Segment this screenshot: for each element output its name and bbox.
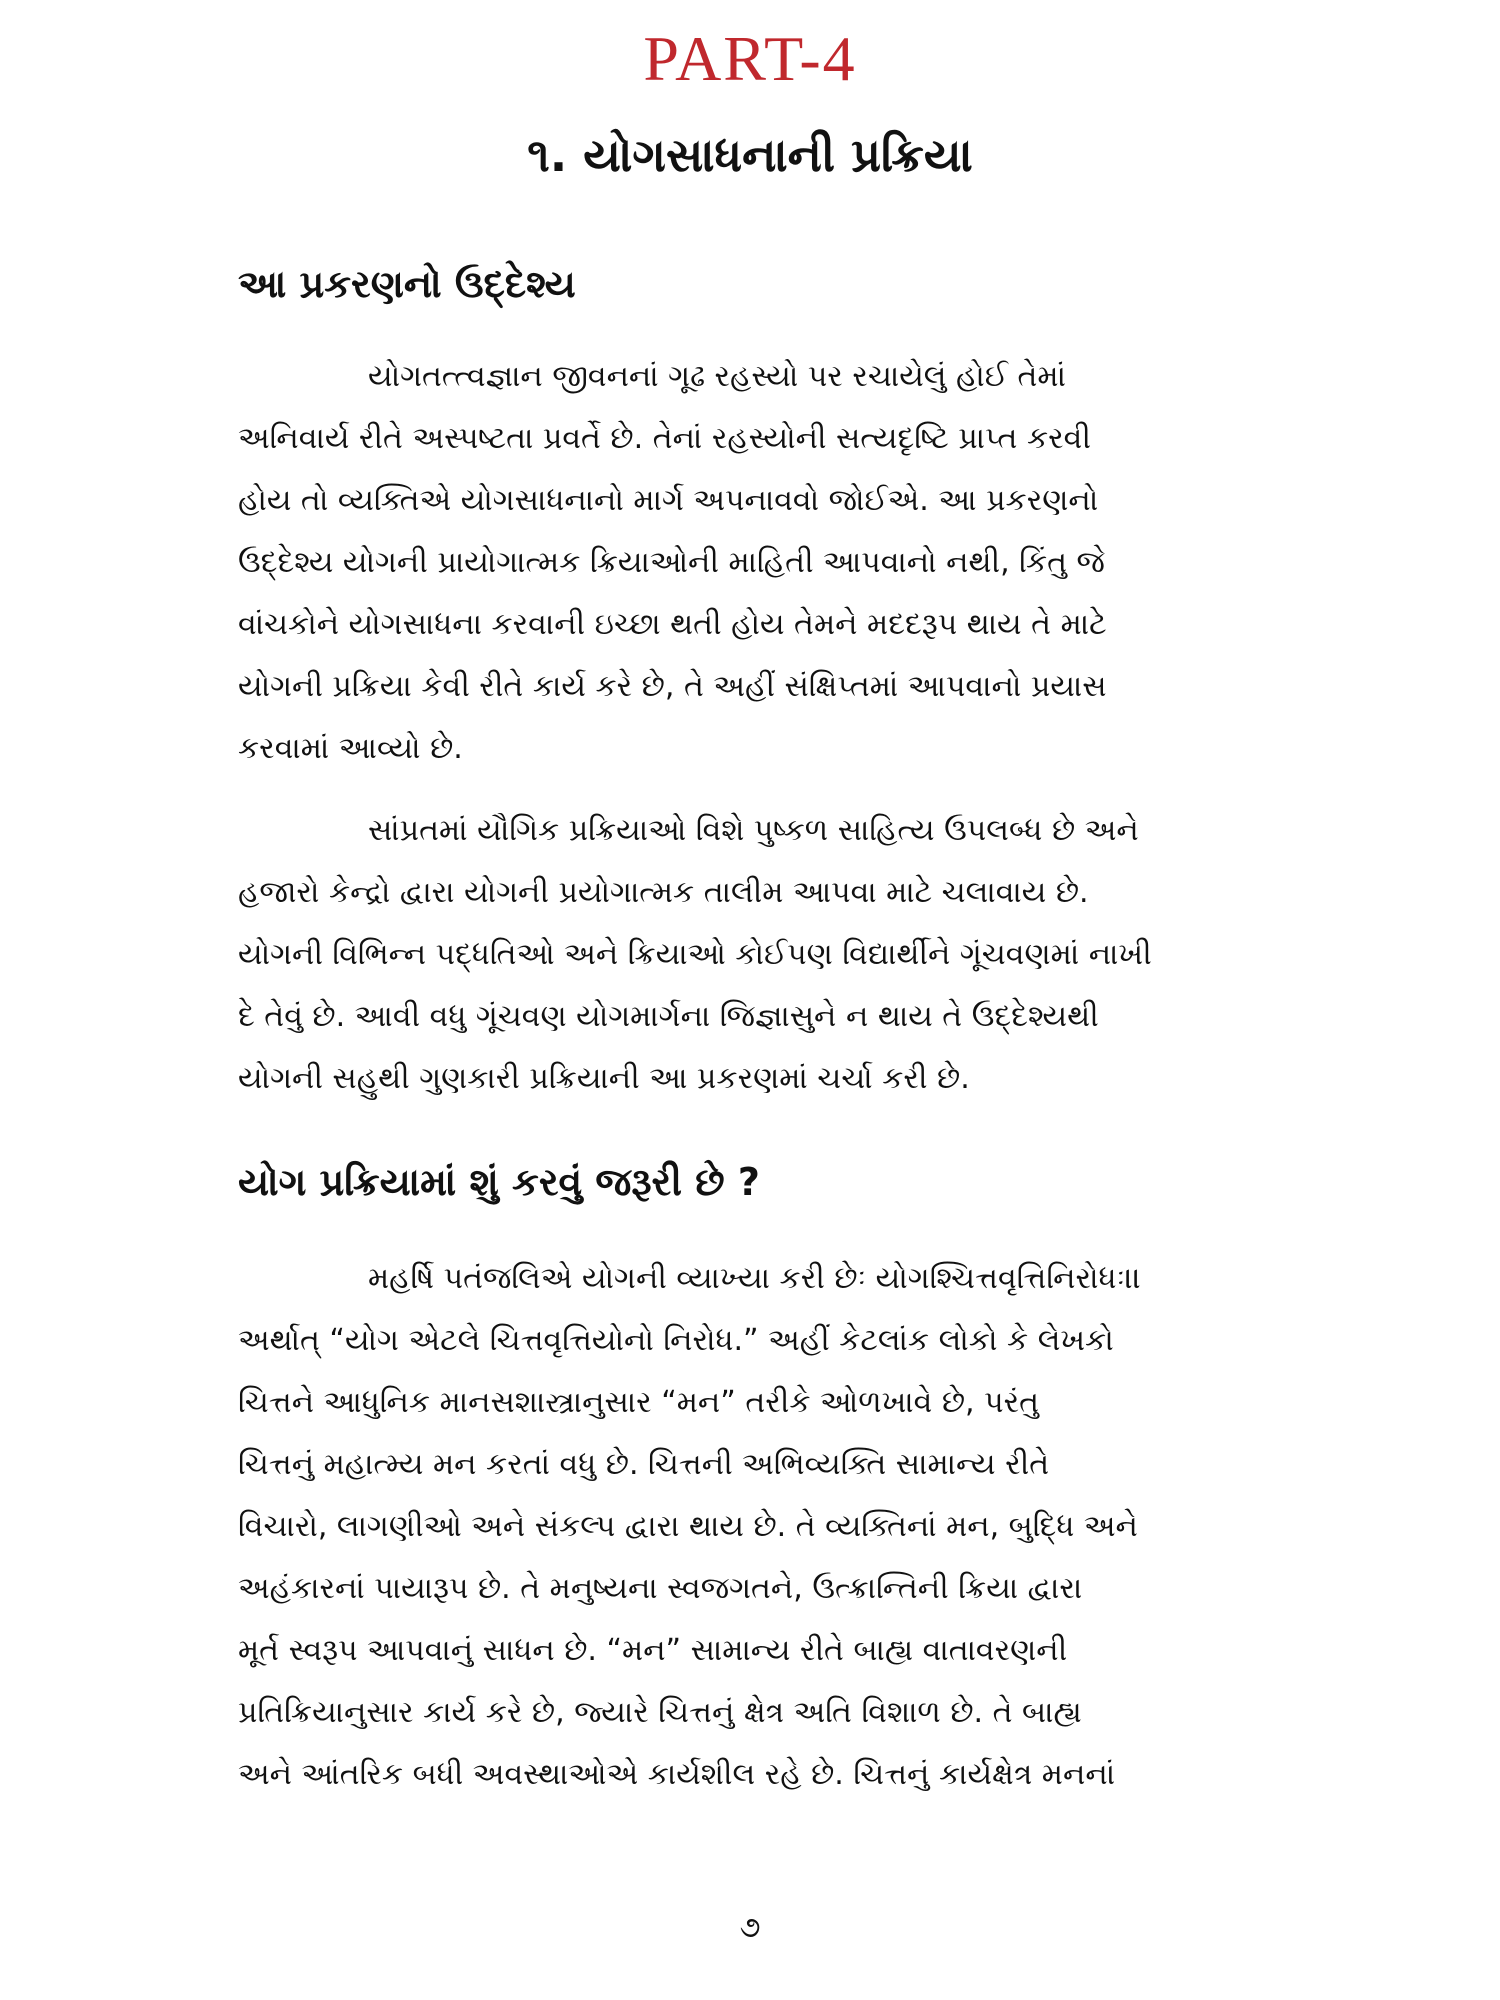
- text-line: કરવામાં આવ્યો છે.: [238, 731, 463, 766]
- section-heading-requirements: યોગ પ્રક્રિયામાં શું કરવું જરૂરી છે ?: [238, 1160, 760, 1204]
- text-line: વાંચકોને યોગસાધના કરવાની ઇચ્છા થતી હોય તેમને મદદરૂપ થાય તે માટે: [238, 607, 1107, 642]
- paragraph-objective-2: [238, 800, 1278, 1110]
- text-line: અનિવાર્ય રીતે અસ્પષ્ટતા પ્રવર્તે છે. તેનાં રહસ્યોની સત્યદૃષ્ટિ પ્રાપ્ત કરવી: [238, 421, 1091, 456]
- section-heading-objective: આ પ્રકરણનો ઉદ્દેશ્ય: [238, 262, 576, 306]
- text-line: ઉદ્દેશ્ય યોગની પ્રાયોગાત્મક ક્રિયાઓની માહિતી આપવાનો નથી, કિંતુ જે: [238, 545, 1105, 580]
- text-line: યોગની પ્રક્રિયા કેવી રીતે કાર્ય કરે છે, તે અહીં સંક્ષિપ્તમાં આપવાનો પ્રયાસ: [238, 669, 1107, 704]
- text-line: ચિત્તનું મહાત્મ્ય મન કરતાં વધુ છે. ચિત્તની અભિવ્યક્તિ સામાન્ય રીતે: [238, 1447, 1050, 1482]
- part-label: PART-4: [643, 23, 857, 94]
- text-line: દે તેવું છે. આવી વધુ ગૂંચવણ યોગમાર્ગના જિજ્ઞાસુને ન થાય તે ઉદ્દેશ્યથી: [238, 999, 1099, 1034]
- text-line: હોય તો વ્યક્તિએ યોગસાધનાનો માર્ગ અપનાવવો જોઈએ. આ પ્રકરણનો: [238, 483, 1099, 518]
- text-line: ચિત્તને આધુનિક માનસશાસ્ત્રાનુસાર “મન” તરીકે ઓળખાવે છે, પરંતુ: [238, 1385, 1039, 1420]
- text-line: યોગતત્ત્વજ્ઞાન જીવનનાં ગૂઢ રહસ્યો પર રચાયેલું હોઈ તેમાં: [368, 359, 1066, 394]
- text-line: હજારો કેન્દ્રો દ્વારા યોગની પ્રયોગાત્મક તાલીમ આપવા માટે ચલાવાય છે.: [238, 875, 1089, 910]
- page-number: ૭: [739, 1910, 761, 1945]
- text-line: મૂર્ત સ્વરૂપ આપવાનું સાધન છે. “મન” સામાન્ય રીતે બાહ્ય વાતાવરણની: [238, 1633, 1068, 1668]
- paragraph-requirements-1: [238, 1248, 1278, 1806]
- chapter-title: ૧. યોગસાધનાની પ્રક્રિયા: [527, 128, 973, 182]
- text-line: વિચારો, લાગણીઓ અને સંકલ્પ દ્વારા થાય છે. તે વ્યક્તિનાં મન, બુદ્ધિ અને: [238, 1509, 1138, 1544]
- paragraph-objective-1: [238, 346, 1278, 780]
- text-line: અને આંતરિક બધી અવસ્થાઓએ કાર્યશીલ રહે છે. ચિત્તનું કાર્યક્ષેત્ર મનનાં: [238, 1757, 1116, 1792]
- text-line: અહંકારનાં પાયારૂપ છે. તે મનુષ્યના સ્વજગતને, ઉત્ક્રાન્તિની ક્રિયા દ્વારા: [238, 1571, 1083, 1606]
- text-line: પ્રતિક્રિયાનુસાર કાર્ય કરે છે, જ્યારે ચિત્તનું ક્ષેત્ર અતિ વિશાળ છે. તે બાહ્ય: [238, 1695, 1082, 1730]
- text-line: મહર્ષિ પતંજલિએ યોગની વ્યાખ્યા કરી છેઃ યોગશ્ચિત્તવૃત્તિનિરોધઃ।।: [368, 1261, 1142, 1296]
- text-line: અર્થાત્ “યોગ એટલે ચિત્તવૃત્તિયોનો નિરોધ.” અહીં કેટલાંક લોકો કે લેખકો: [238, 1323, 1114, 1358]
- text-line: યોગની સહુથી ગુણકારી પ્રક્રિયાની આ પ્રકરણમાં ચર્ચા કરી છે.: [238, 1061, 970, 1096]
- text-line: યોગની વિભિન્ન પદ્ધતિઓ અને ક્રિયાઓ કોઈપણ વિદ્યાર્થીને ગૂંચવણમાં નાખી: [238, 937, 1152, 972]
- text-line: સાંપ્રતમાં યૌગિક પ્રક્રિયાઓ વિશે પુષ્કળ સાહિત્ય ઉપલબ્ધ છે અને: [368, 813, 1139, 848]
